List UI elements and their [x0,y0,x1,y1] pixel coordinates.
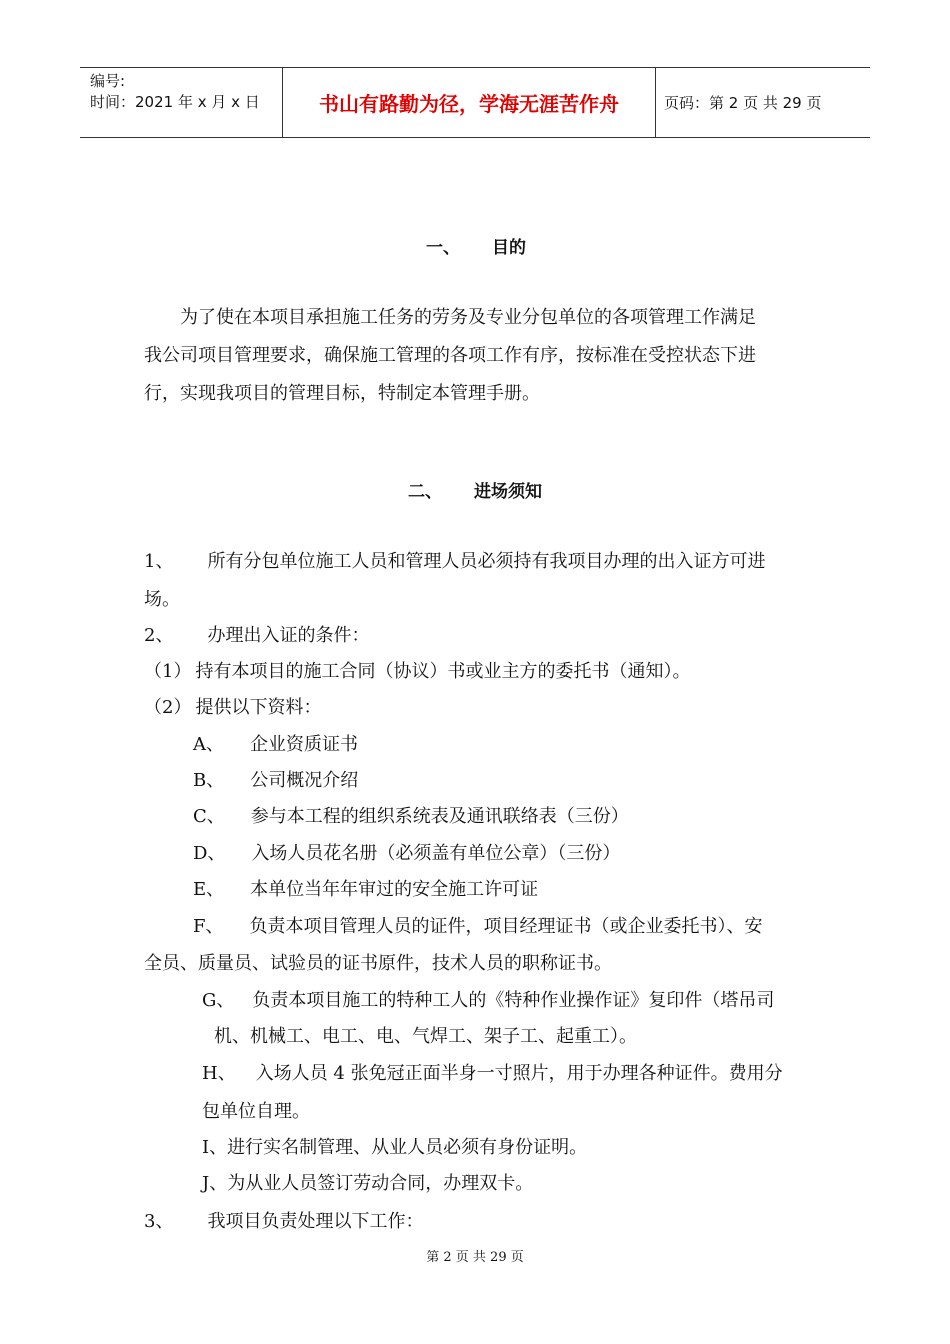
list-item-C-label: C、 [193,806,225,827]
list-item-D-label: D、 [193,843,226,864]
list-item-G-label: G、 [202,990,235,1011]
section1-para-line-2: 我公司项目管理要求，确保施工管理的各项工作有序，按标准在受控状态下进 [144,345,756,366]
list-item-G-text: 负责本项目施工的特种工人的《特种作业操作证》复印件（塔吊司 [252,990,775,1011]
item-1 [144,547,765,573]
sub-item-2-number: （2） [144,697,192,718]
header-meta [80,68,282,137]
item-3-number: 3、 [144,1211,174,1232]
item-1-text: 所有分包单位施工人员和管理人员必须持有我项目办理的出入证方可进 [207,551,766,572]
list-item-E [193,875,538,901]
section1-para-line-3: 行，实现我项目的管理目标，特制定本管理手册。 [144,383,540,404]
list-item-F-cont: 全员、质量员、试验员的证书原件，技术人员的职称证书。 [144,953,612,974]
section1-heading [426,233,526,258]
header-motto: 书山有路勤为径，学海无涯苦作舟 [282,68,656,137]
list-item-F-label: F、 [193,916,224,937]
list-item-A-text: 企业资质证书 [250,734,358,755]
list-item-H [202,1059,783,1085]
list-item-E-label: E、 [193,879,225,900]
list-item-H-cont: 包单位自理。 [202,1101,310,1122]
list-item-J: J、为从业人员签订劳动合同，办理双卡。 [202,1173,534,1194]
list-item-H-label: H、 [202,1063,236,1084]
sub-item-2 [144,693,321,719]
page-header [80,67,870,138]
item-2 [144,621,369,647]
number-label: 编号: [90,72,126,90]
sub-item-1 [144,657,690,683]
list-item-D [193,839,620,865]
item-1-cont: 场。 [144,589,180,610]
sub-item-1-number: （1） [144,661,192,682]
list-item-A-label: A、 [193,734,224,755]
list-item-I: I、进行实名制管理、从业人员必须有身份证明。 [202,1137,588,1158]
item-2-number: 2、 [144,625,174,646]
list-item-C-text: 参与本工程的组织系统表及通讯联络表（三份） [250,806,629,827]
section2-heading [408,477,542,502]
section2-title: 进场须知 [474,482,542,502]
time-label: 时间：2021 年 x 月 x 日 [90,93,260,111]
sub-item-1-text: 持有本项目的施工合同（协议）书或业主方的委托书（通知）。 [195,661,691,682]
list-item-B-text: 公司概况介绍 [250,770,359,791]
list-item-E-text: 本单位当年年审过的安全施工许可证 [250,879,539,900]
item-2-text: 办理出入证的条件： [207,625,370,646]
section2-number: 二、 [408,482,442,502]
section1-para-line-1: 为了使在本项目承担施工任务的劳务及专业分包单位的各项管理工作满足 [180,307,756,328]
header-page-info: 页码：第 2 页 共 29 页 [664,94,822,112]
section1-title: 目的 [492,238,526,258]
item-3 [144,1207,423,1233]
list-item-G-cont: 机、机械工、电工、电、气焊工、架子工、起重工）。 [214,1026,637,1047]
list-item-F-text: 负责本项目管理人员的证件，项目经理证书（或企业委托书）、安 [249,916,763,937]
list-item-F [193,912,763,938]
list-item-D-text: 入场人员花名册（必须盖有单位公章）（三份） [251,843,621,864]
item-1-number: 1、 [144,551,174,572]
list-item-G [202,986,774,1012]
list-item-B-label: B、 [193,770,225,791]
section1-number: 一、 [426,238,460,258]
list-item-A [193,730,358,756]
list-item-H-text: 入场人员 4 张免冠正面半身一寸照片，用于办理各种证件。费用分 [255,1063,783,1084]
item-3-text: 我项目负责处理以下工作： [207,1211,424,1232]
list-item-C [193,802,629,828]
list-item-B [193,766,358,792]
page-footer: 第 2 页 共 29 页 [426,1250,524,1265]
sub-item-2-text: 提供以下资料： [195,697,322,718]
